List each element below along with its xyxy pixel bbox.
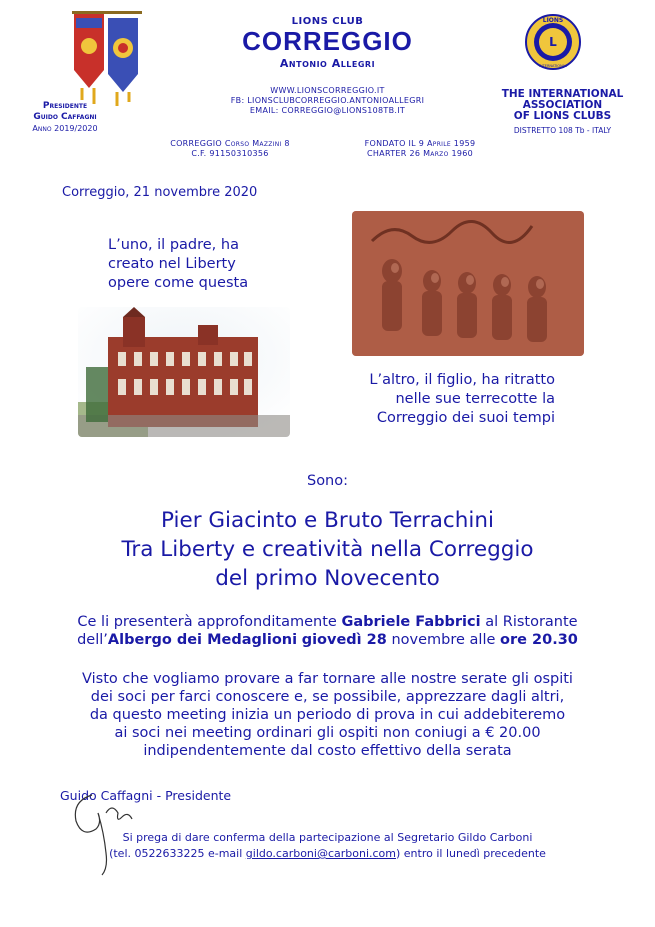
terracotta-relief-photo	[352, 211, 584, 356]
club-name: CORREGGIO	[242, 26, 413, 56]
svg-text:LIONS: LIONS	[542, 17, 564, 24]
body-line: dei soci per farci conoscere e, se possibile, apprezzare dagli altri,	[90, 689, 565, 705]
facebook-text: FB: LIONSCLUBCORREGGIO.ANTONIOALLEGRI	[230, 96, 425, 105]
address-line: CORREGGIO Corso Mazzini 8	[170, 139, 290, 148]
body-paragraph	[30, 670, 625, 760]
caption-line: nelle sue terrecotte la	[395, 391, 555, 407]
letterhead	[0, 0, 655, 160]
intl-line: OF LIONS CLUBS	[513, 110, 612, 122]
caption-line: creato nel Liberty	[108, 256, 236, 272]
caption-line: L’uno, il padre, ha	[108, 237, 239, 253]
district-text: DISTRETTO 108 Tb - ITALY	[513, 126, 612, 135]
caption-right	[340, 371, 555, 428]
body-line: da questo meeting inizia un periodo di prova in cui addebiteremo	[89, 707, 566, 723]
letter-date: Correggio, 21 novembre 2020	[62, 185, 258, 200]
body-line: Visto che vogliamo provare a far tornare alle nostre serate gli ospiti	[82, 671, 573, 687]
contacts-block	[200, 86, 455, 116]
caption-line: opere come questa	[108, 275, 249, 291]
intl-line: ASSOCIATION	[522, 99, 603, 111]
svg-text:INTERNATIONAL: INTERNATIONAL	[538, 64, 568, 68]
founded-block	[355, 139, 485, 159]
body-line: indipendentemente dal costo effettivo della serata	[143, 743, 512, 759]
intl-line: THE INTERNATIONAL	[501, 88, 624, 100]
caption-left	[108, 236, 248, 293]
club-label: LIONS CLUB	[291, 16, 364, 27]
secretary-email-link[interactable]: gildo.carboni@carboni.com	[245, 847, 396, 860]
svg-text:L: L	[549, 35, 557, 49]
liberty-building-photo	[78, 307, 290, 437]
president-role: Presidente	[42, 101, 88, 111]
website-text: WWW.LIONSCORREGGIO.IT	[270, 86, 385, 95]
intro-paragraph: Ce li presenterà approfonditamente Gabriele Fabbrici al Ristorante dell’Albergo dei Medaglioni giovedì 28 novembre alle ore 20.30	[77, 614, 578, 648]
founded-date: FONDATO IL 9 Aprile 1959	[364, 139, 476, 148]
lions-emblem-icon	[524, 13, 582, 71]
president-year: Anno 2019/2020	[32, 124, 98, 133]
club-subtitle: Antonio Allegri	[279, 57, 376, 70]
address-block	[160, 139, 300, 159]
president-block	[10, 101, 120, 134]
tax-code: C.F. 91150310356	[191, 149, 269, 158]
title-line: Tra Liberty e creatività nella Correggio	[121, 537, 534, 562]
international-block	[480, 89, 645, 136]
event-time: ore 20.30	[500, 632, 578, 648]
speaker-name: Gabriele Fabbrici	[341, 614, 481, 630]
title-line: Pier Giacinto e Bruto Terrachini	[161, 508, 494, 533]
signature-line: Guido Caffagni - Presidente	[60, 788, 232, 803]
event-title	[0, 506, 655, 593]
venue-name: Albergo dei Medaglioni	[107, 632, 298, 648]
caption-line: L’altro, il figlio, ha ritratto	[369, 372, 555, 388]
title-line: del primo Novecento	[215, 566, 440, 591]
charter-date: CHARTER 26 Marzo 1960	[366, 149, 474, 158]
event-day: giovedì 28	[301, 632, 387, 648]
president-name: Guido Caffagni	[33, 112, 97, 122]
sono-label: Sono:	[306, 473, 349, 489]
caption-line: Correggio dei suoi tempi	[376, 410, 555, 426]
rsvp-line: Si prega di dare conferma della partecipazione al Segretario Gildo Carboni	[122, 831, 533, 844]
rsvp-footer: Si prega di dare conferma della partecipazione al Segretario Gildo Carboni (tel. 0522633225 e-mail gildo.carboni@carboni.com) entro il lunedì precedente	[0, 830, 655, 862]
email-text: EMAIL: CORREGGIO@LIONS108TB.IT	[249, 106, 406, 115]
body-line: ai soci nei meeting ordinari gli ospiti non coniugi a € 20.00	[114, 725, 541, 741]
